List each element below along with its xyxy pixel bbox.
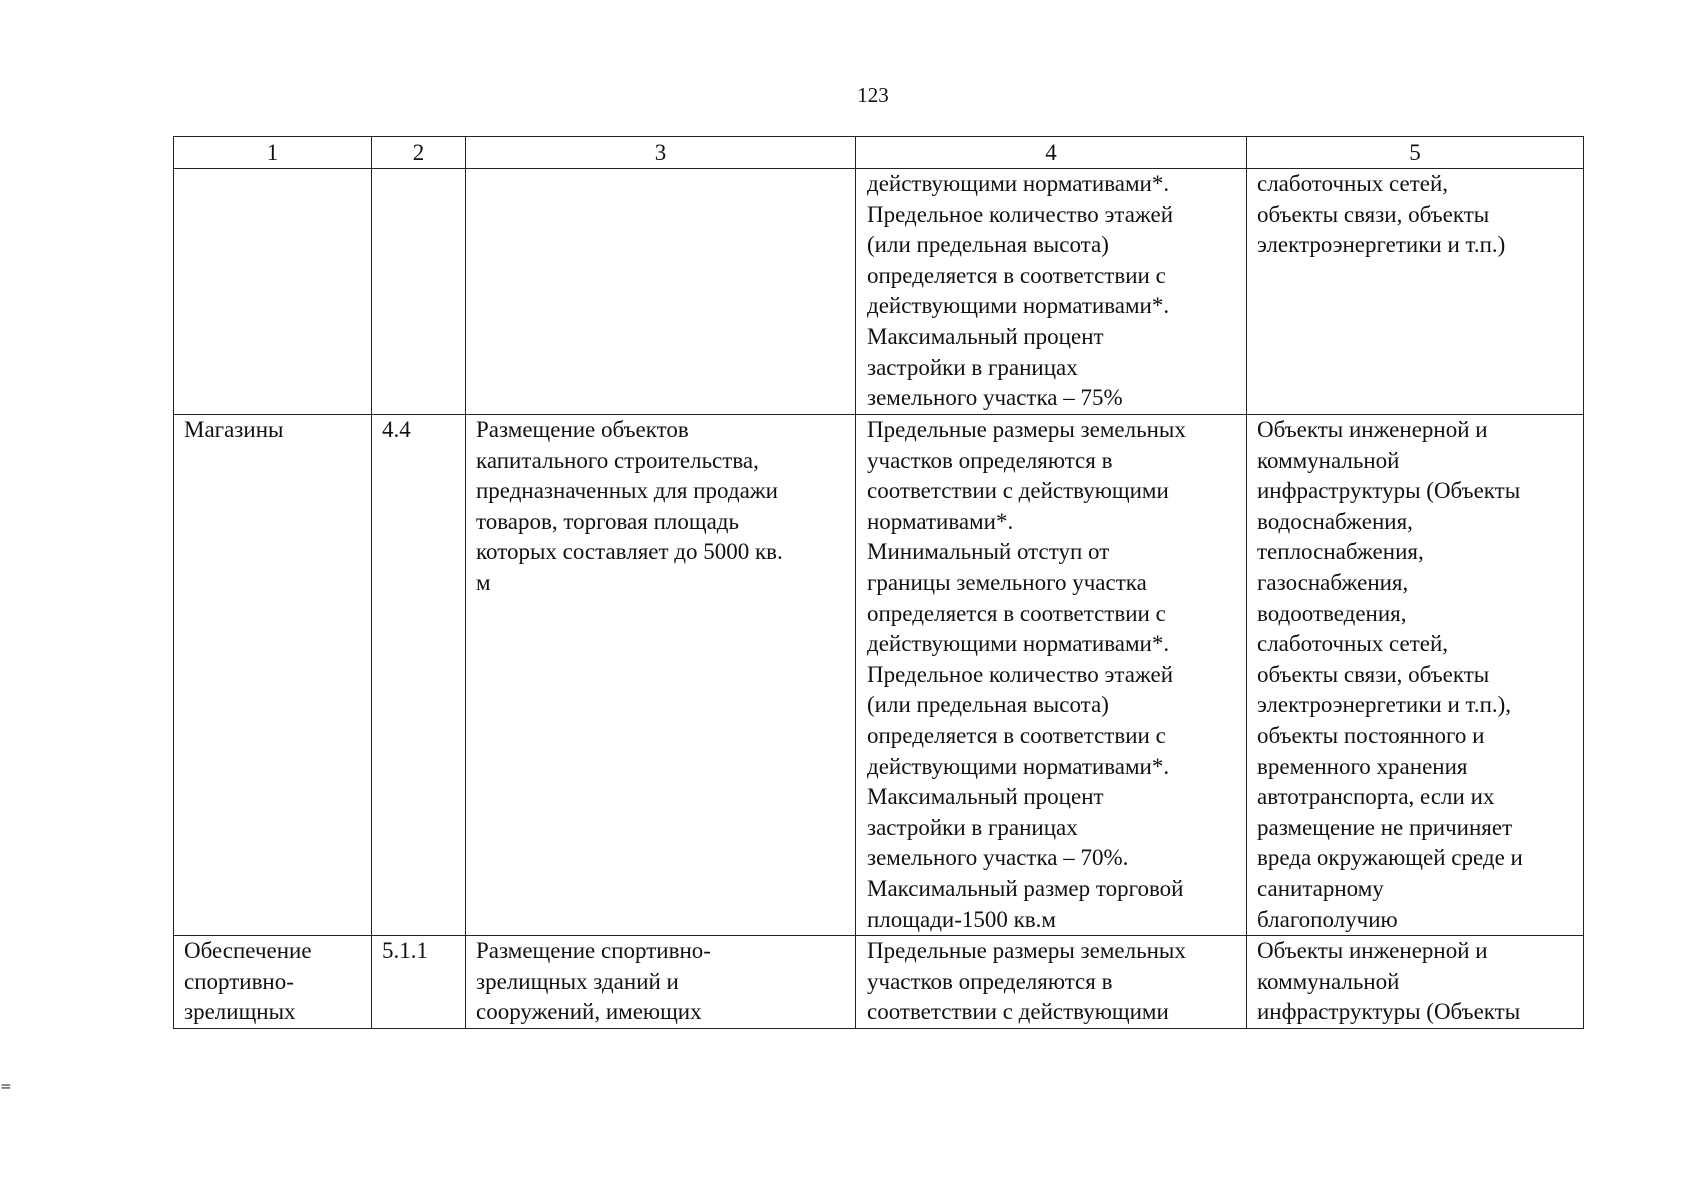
column-header-1: 1: [174, 137, 372, 169]
cell-text-line: м: [476, 569, 491, 595]
cell-text-line: инфраструктуры (Объекты: [1257, 999, 1521, 1025]
column-header-2: 2: [372, 137, 466, 169]
cell-text-line: электроэнергетики и т.п.),: [1257, 692, 1512, 718]
cell-text-line: действующими нормативами*.: [867, 293, 1170, 319]
column-header-3: 3: [466, 137, 856, 169]
cell-text-line: Минимальный отступ от: [867, 539, 1110, 565]
use-description-cell: [466, 936, 856, 1029]
land-use-table: [173, 136, 1584, 1029]
cell-text-line: Максимальный процент: [867, 784, 1104, 810]
cell-text-line: Предельное количество этажей: [867, 661, 1174, 687]
cell-text-line: нормативами*.: [867, 508, 1014, 534]
cell-text-line: действующими нормативами*.: [867, 631, 1170, 657]
cell-text-line: соответствии с действующими: [867, 999, 1169, 1025]
cell-text-line: участков определяются в: [867, 968, 1113, 994]
parameters-cell: [856, 169, 1247, 415]
cell-text-line: застройки в границах: [867, 354, 1078, 380]
cell-text-line: слаботочных сетей,: [1257, 171, 1449, 196]
cell-text-line: инфраструктуры (Объекты: [1257, 478, 1521, 504]
cell-text-line: Объекты инженерной и: [1257, 417, 1488, 442]
cell-text-line: коммунальной: [1257, 447, 1400, 473]
auxiliary-objects-cell: [1247, 936, 1584, 1029]
cell-text-line: зрелищных зданий и: [476, 968, 679, 994]
parameters-cell: [856, 936, 1247, 1029]
cell-text-line: зрелищных: [184, 999, 296, 1025]
cell-text-line: объекты постоянного и: [1257, 722, 1485, 748]
cell-text-line: Максимальный размер торговой: [867, 875, 1184, 901]
cell-text-line: санитарному: [1257, 875, 1384, 901]
cell-text-line: определяется в соответствии с: [867, 722, 1166, 748]
cell-text-line: земельного участка – 70%.: [867, 845, 1129, 871]
cell-text-line: Размещение объектов: [476, 417, 689, 442]
use-description-cell: [466, 169, 856, 415]
cell-text-line: объекты связи, объекты: [1257, 661, 1490, 687]
cell-text-line: коммунальной: [1257, 968, 1400, 994]
cell-text-line: границы земельного участка: [867, 569, 1147, 595]
classifier-code-cell: [372, 415, 466, 936]
cell-text-line: спортивно-: [184, 968, 294, 994]
land-use-name-cell: [174, 169, 372, 415]
cell-text-line: благополучию: [1257, 906, 1398, 932]
cell-text-line: Максимальный процент: [867, 323, 1104, 349]
cell-text-line: Размещение спортивно-: [476, 938, 711, 964]
cell-text-line: размещение не причиняет: [1257, 814, 1513, 840]
cell-text-line: капитального строительства,: [476, 447, 759, 473]
land-use-name-cell: [174, 415, 372, 936]
parameters-cell: [856, 415, 1247, 936]
auxiliary-objects-cell: [1247, 169, 1584, 415]
cell-text-line: определяется в соответствии с: [867, 262, 1166, 288]
cell-text-line: электроэнергетики и т.п.): [1257, 232, 1506, 258]
cell-text-line: водоснабжения,: [1257, 508, 1413, 534]
cell-text-line: (или предельная высота): [867, 692, 1109, 718]
header-row: [174, 137, 1584, 169]
table-row-continuation: [174, 169, 1584, 415]
cell-text-line: застройки в границах: [867, 814, 1078, 840]
cell-text-line: Объекты инженерной и: [1257, 938, 1488, 964]
cell-text-line: Предельные размеры земельных: [867, 938, 1186, 964]
table-row-shops: [174, 415, 1584, 936]
cell-text-line: автотранспорта, если их: [1257, 784, 1495, 810]
cell-text-line: земельного участка – 75%: [867, 385, 1123, 411]
cell-text-line: Обеспечение: [184, 938, 312, 964]
classifier-code-cell: [372, 936, 466, 1029]
edge-mark: =: [0, 1079, 12, 1095]
cell-text-line: определяется в соответствии с: [867, 600, 1166, 626]
land-use-name-cell: [174, 936, 372, 1029]
cell-text-line: соответствии с действующими: [867, 478, 1169, 504]
cell-text-line: Предельное количество этажей: [867, 201, 1174, 227]
cell-text-line: вреда окружающей среде и: [1257, 845, 1523, 871]
table-row-sports: [174, 936, 1584, 1029]
cell-text-line: предназначенных для продажи: [476, 478, 778, 504]
auxiliary-objects-cell: [1247, 415, 1584, 936]
cell-text-line: слаботочных сетей,: [1257, 631, 1449, 657]
cell-text-line: товаров, торговая площадь: [476, 508, 739, 534]
cell-text-line: участков определяются в: [867, 447, 1113, 473]
cell-text: 4.4: [382, 417, 411, 442]
cell-text-line: действующими нормативами*.: [867, 753, 1170, 779]
cell-text-line: теплоснабжения,: [1257, 539, 1424, 565]
cell-text-line: Магазины: [184, 417, 284, 442]
cell-text-line: (или предельная высота): [867, 232, 1109, 258]
cell-text-line: газоснабжения,: [1257, 569, 1409, 595]
cell-text-line: водоотведения,: [1257, 600, 1407, 626]
column-header-5: 5: [1247, 137, 1584, 169]
cell-text: 5.1.1: [382, 938, 428, 964]
cell-text-line: Предельные размеры земельных: [867, 417, 1186, 442]
cell-text-line: объекты связи, объекты: [1257, 201, 1490, 227]
cell-text-line: сооружений, имеющих: [476, 999, 702, 1025]
cell-text-line: временного хранения: [1257, 753, 1468, 779]
page-number: 123: [857, 83, 889, 107]
use-description-cell: [466, 415, 856, 936]
cell-text-line: площади-1500 кв.м: [867, 906, 1056, 932]
cell-text-line: которых составляет до 5000 кв.: [476, 539, 783, 565]
cell-text-line: действующими нормативами*.: [867, 171, 1170, 196]
classifier-code-cell: [372, 169, 466, 415]
column-header-4: 4: [856, 137, 1247, 169]
